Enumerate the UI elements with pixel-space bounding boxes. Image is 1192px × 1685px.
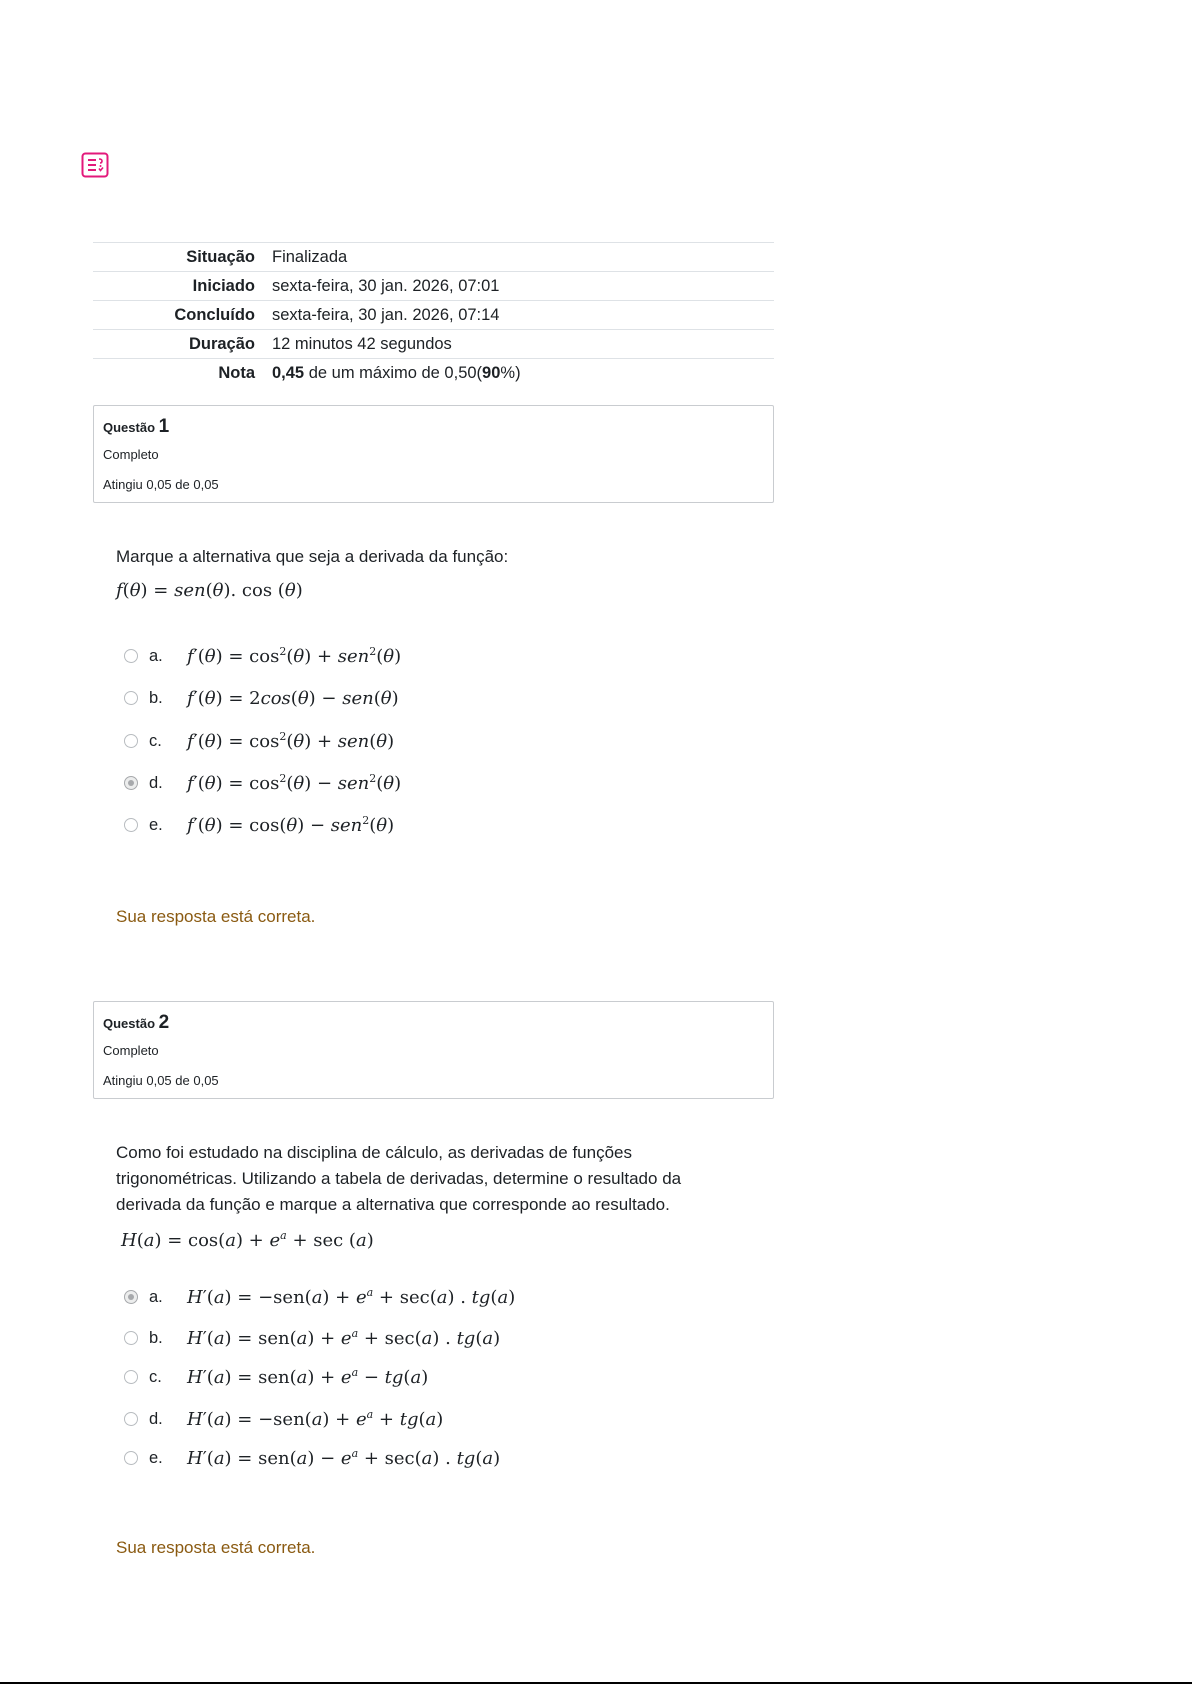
option-letter: b.	[149, 688, 163, 707]
question-2-text: Como foi estudado na disciplina de cálculo, as derivadas de funções trigonométricas. Utilizando a tabela de derivadas, determine o resultado da derivada da função e marque a alternativa que corresponde ao resultado.	[116, 1143, 682, 1214]
radio-button[interactable]	[124, 1370, 138, 1384]
question-1-text: Marque a alternativa que seja a derivada da função:	[116, 547, 509, 566]
question-2-formula: $H(a) = \cos(a) + e^a + \sec (a)$	[121, 1229, 374, 1251]
radio-button[interactable]	[124, 1331, 138, 1345]
summary-value: Finalizada	[272, 247, 348, 266]
radio-button[interactable]	[124, 734, 138, 748]
grade-score: 0,45	[272, 363, 305, 382]
option-formula: f′(θ) = cos(θ) − sen$^2$(θ)	[187, 813, 395, 836]
summary-label: Duração	[188, 334, 255, 353]
question-1-option-a[interactable]	[124, 642, 401, 670]
summary-row-situacao	[93, 243, 774, 272]
option-letter: a.	[149, 646, 163, 665]
question-number: 1	[158, 416, 170, 437]
question-2-feedback: Sua resposta está correta.	[116, 1538, 316, 1557]
question-1-option-d[interactable]	[124, 769, 401, 797]
option-letter: a.	[149, 1287, 163, 1306]
summary-row-concluido	[93, 301, 774, 330]
page-bottom-divider	[0, 1682, 1192, 1684]
summary-value: 12 minutos 42 segundos	[272, 334, 452, 353]
radio-button[interactable]	[124, 818, 138, 832]
question-grade: Atingiu 0,05 de 0,05	[103, 477, 219, 492]
grade-suffix: %)	[500, 363, 521, 382]
summary-row-nota	[93, 359, 774, 387]
radio-button-selected[interactable]	[124, 776, 138, 790]
radio-button-selected[interactable]	[124, 1290, 138, 1304]
question-state: Completo	[103, 447, 159, 462]
option-letter: e.	[149, 1448, 163, 1467]
option-letter: c.	[149, 1367, 162, 1386]
summary-row-iniciado	[93, 272, 774, 301]
question-2-option-b[interactable]	[124, 1324, 500, 1352]
question-1-info	[93, 405, 774, 503]
question-number: 2	[158, 1012, 170, 1033]
summary-label: Iniciado	[192, 276, 255, 295]
question-1-formula: f(θ) = sen(θ). cos (θ)	[116, 580, 303, 601]
question-grade: Atingiu 0,05 de 0,05	[103, 1073, 219, 1088]
option-letter: c.	[149, 731, 162, 750]
summary-row-duracao	[93, 330, 774, 359]
question-title	[103, 1010, 764, 1036]
option-formula: $f'(\theta) = \cos^2(\theta) + sen(\theta)$	[187, 729, 395, 752]
question-2-option-c[interactable]	[124, 1363, 428, 1391]
summary-label: Situação	[186, 247, 255, 266]
grade-value	[272, 364, 774, 383]
option-formula: $H'(a) = -sen(a) + e^a + tg(a)$	[187, 1407, 444, 1430]
summary-value: sexta-feira, 30 jan. 2026, 07:14	[272, 305, 500, 324]
question-1-option-e[interactable]	[124, 811, 394, 839]
option-letter: d.	[149, 1409, 163, 1428]
radio-button[interactable]	[124, 1451, 138, 1465]
question-prefix: Questão	[103, 420, 156, 435]
question-2-option-d[interactable]	[124, 1405, 443, 1433]
summary-label: Concluído	[174, 305, 255, 324]
quiz-navigation-icon[interactable]	[81, 152, 109, 178]
option-letter: b.	[149, 1328, 163, 1347]
option-formula: f′(θ) = 2cos(θ) − sen(θ)	[187, 687, 399, 709]
question-1-option-c[interactable]	[124, 727, 394, 755]
option-formula: $f'(\theta) = \cos^2(\theta) - sen^2(\theta)$	[187, 771, 402, 794]
grade-percent: 90	[482, 363, 501, 382]
summary-value: sexta-feira, 30 jan. 2026, 07:01	[272, 276, 500, 295]
option-formula: $H'(a) = -sen(a) + e^a + \sec(a)$ . tg(a)	[187, 1285, 516, 1308]
summary-label: Nota	[218, 363, 255, 382]
grade-middle: de um máximo de 0,50(	[304, 363, 483, 382]
radio-button[interactable]	[124, 1412, 138, 1426]
question-2-info	[93, 1001, 774, 1099]
option-letter: e.	[149, 815, 163, 834]
question-title	[103, 414, 764, 440]
question-1-feedback: Sua resposta está correta.	[116, 907, 316, 926]
option-formula: $H'(a) = sen(a) + e^a - tg(a)$	[187, 1365, 429, 1388]
radio-button[interactable]	[124, 649, 138, 663]
question-2-option-e[interactable]	[124, 1444, 500, 1472]
question-2-option-a[interactable]	[124, 1283, 515, 1311]
radio-button[interactable]	[124, 691, 138, 705]
option-formula: $f'(\theta) = \cos^2(\theta) + sen^2(\theta)$	[187, 644, 402, 667]
option-letter: d.	[149, 773, 163, 792]
attempt-summary-table	[93, 242, 774, 387]
option-formula: $H'(a) = sen(a) + e^a + \sec(a)$ . tg(a)	[187, 1326, 501, 1349]
option-formula: $H'(a) = sen(a) - e^a + \sec(a)$ . tg(a)	[187, 1446, 501, 1469]
question-prefix: Questão	[103, 1016, 156, 1031]
question-state: Completo	[103, 1043, 159, 1058]
question-1-option-b[interactable]	[124, 684, 399, 712]
